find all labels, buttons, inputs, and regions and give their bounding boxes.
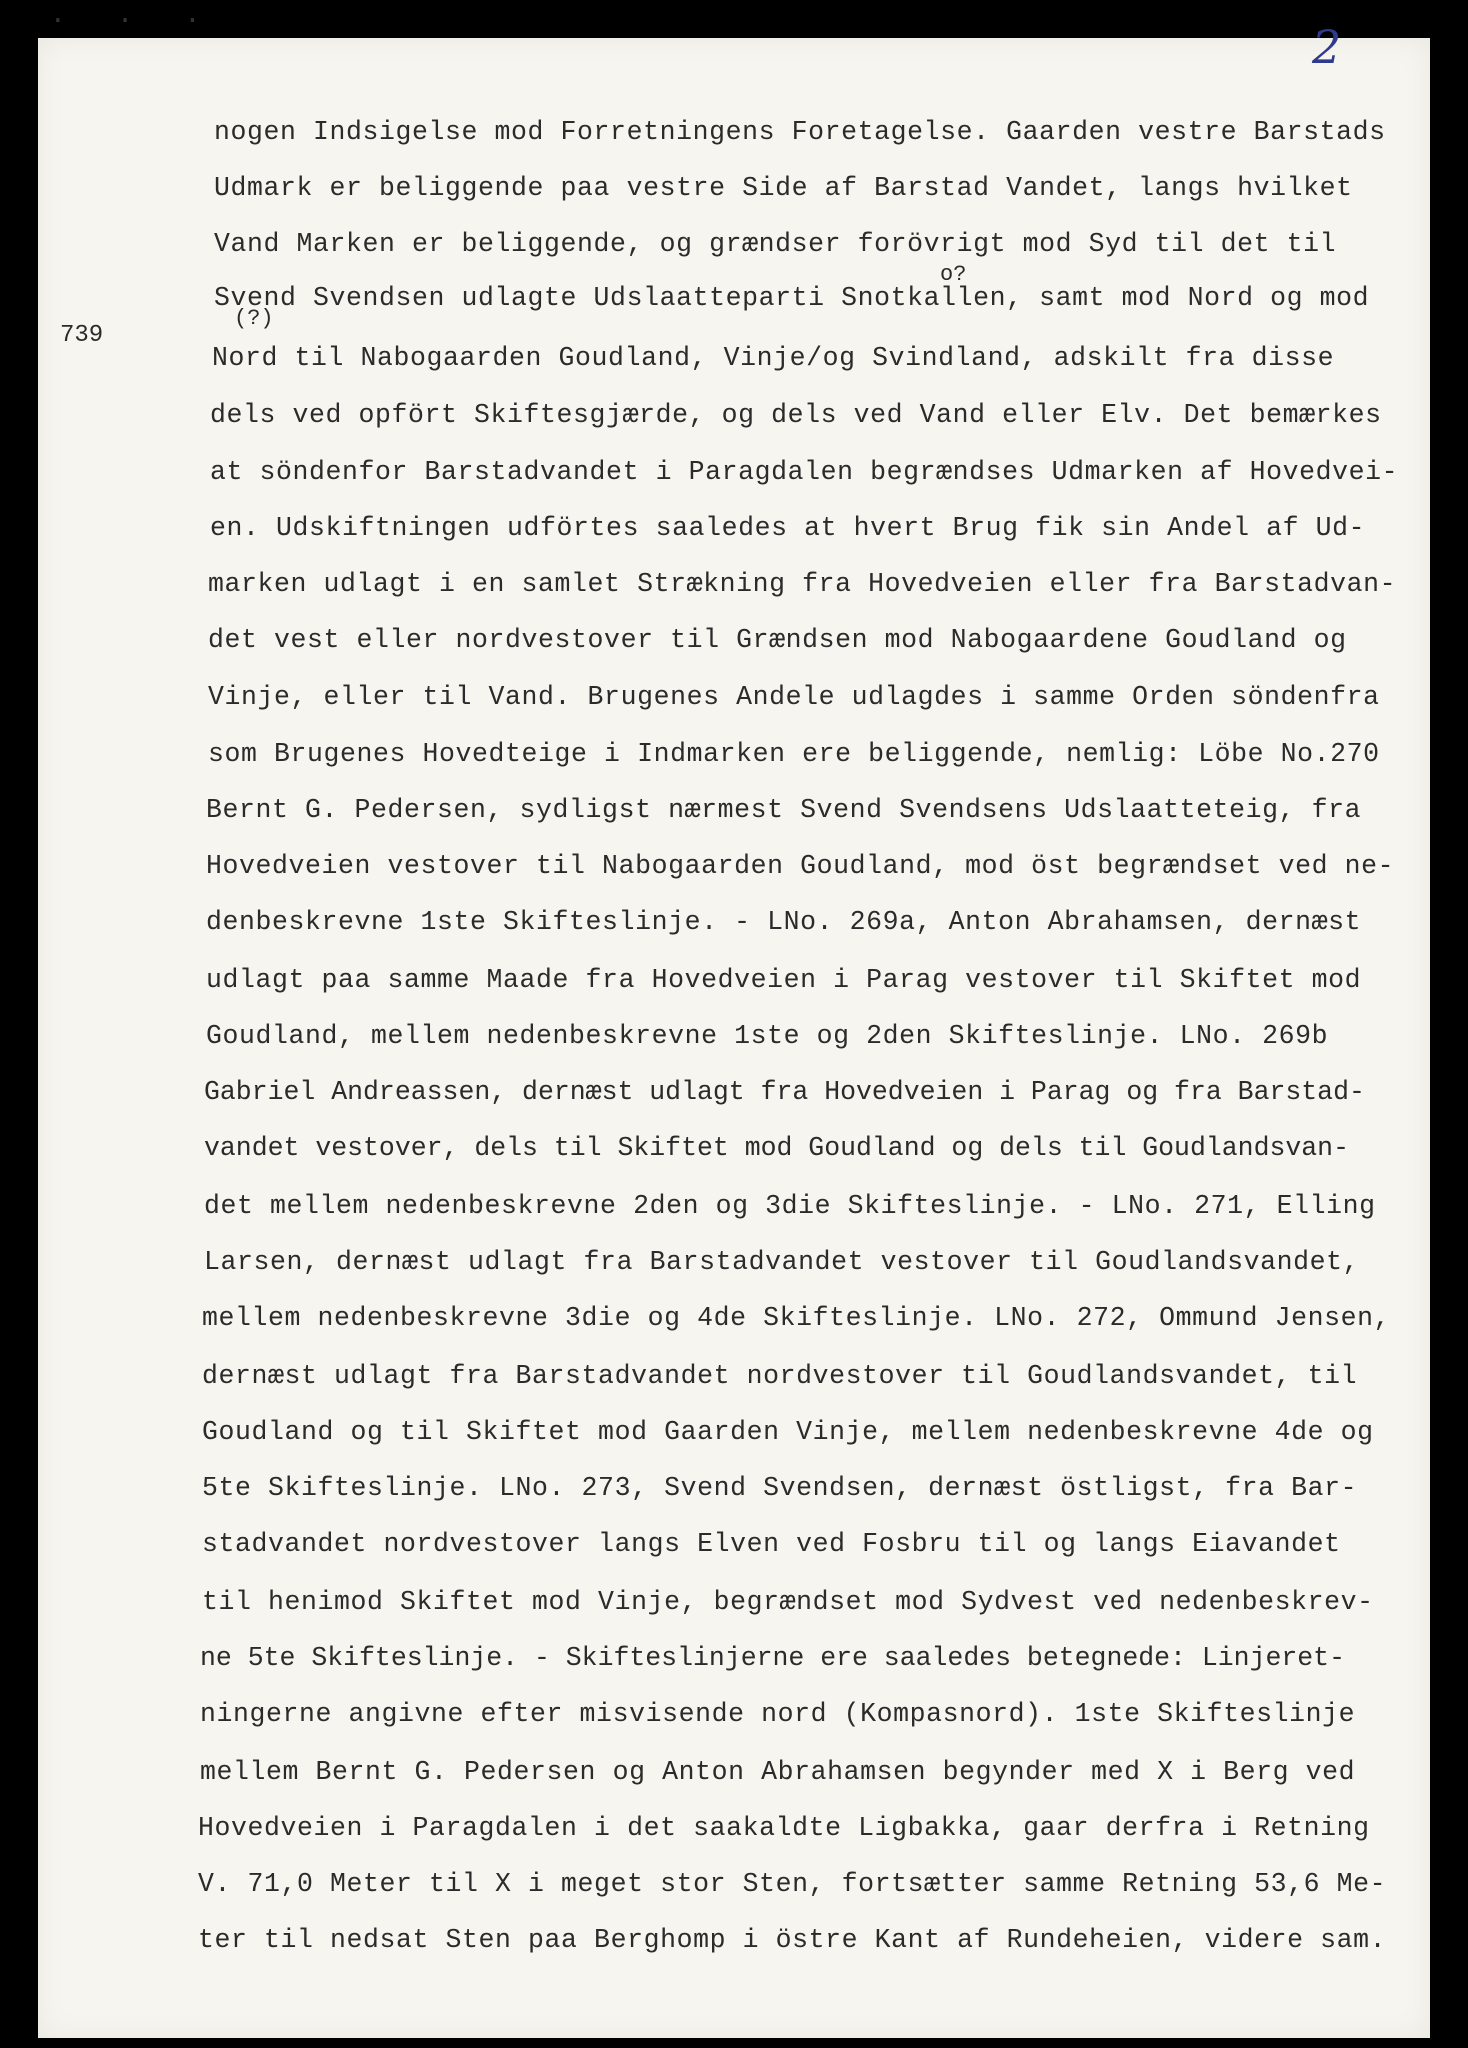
- margin-number: 739: [60, 322, 104, 349]
- text-line: Svend Svendsen udlagte Udslaatteparti Snotkallen, samt mod Nord og mod: [214, 283, 1370, 313]
- annotation-o-question: o?: [940, 262, 967, 287]
- text-line: Goudland og til Skiftet mod Gaarden Vinje, mellem nedenbeskrevne 4de og: [202, 1417, 1374, 1447]
- text-line: Vinje, eller til Vand. Brugenes Andele udlagdes i samme Orden söndenfra: [208, 682, 1380, 712]
- text-line: marken udlagt i en samlet Strækning fra Hovedveien eller fra Barstadvan-: [208, 569, 1397, 599]
- text-line: Goudland, mellem nedenbeskrevne 1ste og 2den Skifteslinje. LNo. 269b: [206, 1021, 1329, 1051]
- text-line: nogen Indsigelse mod Forretningens Foretagelse. Gaarden vestre Barstads: [214, 117, 1386, 147]
- text-line: det mellem nedenbeskrevne 2den og 3die Skifteslinje. - LNo. 271, Elling: [204, 1191, 1376, 1221]
- text-line: Larsen, dernæst udlagt fra Barstadvandet vestover til Goudlandsvandet,: [204, 1247, 1360, 1277]
- text-line: det vest eller nordvestover til Grændsen mod Nabogaardene Goudland og: [208, 625, 1347, 655]
- text-line: Vand Marken er beliggende, og grændser forövrigt mod Syd til det til: [214, 229, 1337, 259]
- corner-marks: · · ·: [50, 6, 219, 36]
- text-line: en. Udskiftningen udförtes saaledes at hvert Brug fik sin Andel af Ud-: [210, 513, 1366, 543]
- text-line: udlagt paa samme Maade fra Hovedveien i Parag vestover til Skiftet mod: [206, 965, 1362, 995]
- text-line: dernæst udlagt fra Barstadvandet nordvestover til Goudlandsvandet, til: [202, 1361, 1358, 1391]
- text-line: som Brugenes Hovedteige i Indmarken ere beliggende, nemlig: Löbe No.270: [208, 739, 1380, 769]
- text-line: Gabriel Andreassen, dernæst udlagt fra Hovedveien i Parag og fra Barstad-: [204, 1077, 1365, 1107]
- text-line: til henimod Skiftet mod Vinje, begrændset mod Sydvest ved nedenbeskrev-: [202, 1587, 1374, 1617]
- text-line: mellem Bernt G. Pedersen og Anton Abrahamsen begynder med X i Berg ved: [200, 1757, 1356, 1787]
- text-line: ter til nedsat Sten paa Berghomp i östre Kant af Rundeheien, videre sam.: [198, 1925, 1387, 1955]
- text-line: vandet vestover, dels til Skiftet mod Goudland og dels til Goudlandsvan-: [204, 1133, 1349, 1163]
- annotation-question: (?): [234, 306, 274, 331]
- text-line: dels ved opfört Skiftesgjærde, og dels ved Vand eller Elv. Det bemærkes: [210, 400, 1382, 430]
- text-line: ne 5te Skifteslinje. - Skifteslinjerne ere saaledes betegnede: Linjeret-: [200, 1643, 1345, 1673]
- text-line: at söndenfor Barstadvandet i Paragdalen begrændses Udmarken af Hovedvei-: [210, 457, 1399, 487]
- text-line: mellem nedenbeskrevne 3die og 4de Skifteslinje. LNo. 272, Ommund Jensen,: [202, 1303, 1391, 1333]
- text-line: stadvandet nordvestover langs Elven ved Fosbru til og langs Eiavandet: [202, 1529, 1341, 1559]
- page-number: 2: [1312, 20, 1342, 74]
- text-line: Bernt G. Pedersen, sydligst nærmest Svend Svendsens Udslaatteteig, fra: [206, 795, 1362, 825]
- text-line: 5te Skifteslinje. LNo. 273, Svend Svendsen, dernæst östligst, fra Bar-: [202, 1473, 1358, 1503]
- text-line: V. 71,0 Meter til X i meget stor Sten, fortsætter samme Retning 53,6 Me-: [198, 1869, 1387, 1899]
- text-line: denbeskrevne 1ste Skifteslinje. - LNo. 269a, Anton Abrahamsen, dernæst: [206, 907, 1362, 937]
- text-line: ningerne angivne efter misvisende nord (Kompasnord). 1ste Skifteslinje: [200, 1699, 1356, 1729]
- text-line: Hovedveien vestover til Nabogaarden Goudland, mod öst begrændset ved ne-: [206, 851, 1395, 881]
- text-line: Nord til Nabogaarden Goudland, Vinje/og Svindland, adskilt fra disse: [212, 343, 1335, 373]
- text-line: Udmark er beliggende paa vestre Side af Barstad Vandet, langs hvilket: [214, 173, 1353, 203]
- text-line: Hovedveien i Paragdalen i det saakaldte Ligbakka, gaar derfra i Retning: [198, 1813, 1370, 1843]
